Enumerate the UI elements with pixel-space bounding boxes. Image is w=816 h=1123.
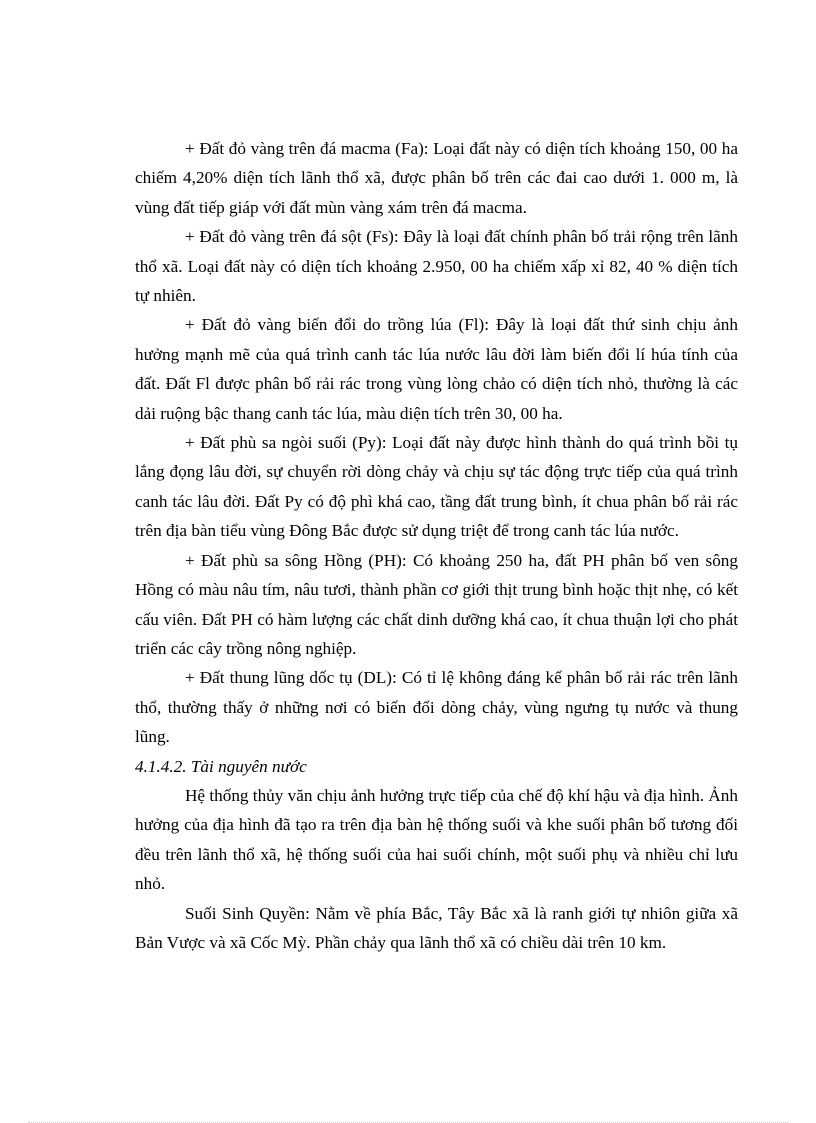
paragraph-hydrology: Hệ thống thủy văn chịu ảnh hưởng trực tiếp của chế độ khí hậu và địa hình. Ảnh hưởng của địa hình đã tạo ra trên địa bàn hệ thống suối và khe suối phân bố tương đối đều trên lãnh thổ xã, hệ thống suối của hai suối chính, một suối phụ và nhiều chỉ lưu nhỏ. bbox=[135, 785, 738, 894]
paragraph-fa-soil: + Đất đỏ vàng trên đá macma (Fa): Loại đất này có diện tích khoảng 150, 00 ha chiếm 4,20% diện tích lãnh thổ xã, được phân bố trên các đai cao dưới 1. 000 m, là vùng đất tiếp giáp với đất mùn vàng xám trên đá macma. bbox=[135, 139, 738, 217]
section-heading-water-resources: 4.1.4.2. Tài nguyên nước bbox=[135, 756, 307, 776]
paragraph-sinh-quyen-stream: Suối Sinh Quyền: Nằm về phía Bắc, Tây Bắc xã là ranh giới tự nhiôn giữa xã Bản Vược và xã Cốc Mỳ. Phần chảy qua lãnh thổ xã có chiều dài trên 10 km. bbox=[135, 903, 738, 952]
paragraph-dl-soil: + Đất thung lũng dốc tụ (DL): Có tỉ lệ không đáng kể phân bố rải rác trên lãnh thổ, thường thấy ở những nơi có biến đổi dòng chảy, vùng ngưng tụ nước và thung lũng. bbox=[135, 668, 738, 747]
paragraph-py-soil: + Đất phù sa ngòi suối (Py): Loại đất này được hình thành do quá trình bồi tụ lắng đọng lâu đời, sự chuyển rời dòng chảy và chịu sự tác động trực tiếp của quá trình canh tác lâu đời. Đất Py có độ phì khá cao, tầng đất trung bình, ít chua phân bố rải rác trên địa bàn tiểu vùng Đông Bắc được sử dụng triệt để trong canh tác lúa nước. bbox=[135, 433, 738, 541]
paragraph-fs-soil: + Đất đỏ vàng trên đá sột (Fs): Đây là loại đất chính phân bố trải rộng trên lãnh thổ xã. Loại đất này có diện tích khoảng 2.950, 00 ha chiếm xấp xỉ 82, 40 % diện tích tự nhiên. bbox=[135, 227, 738, 306]
paragraph-ph-soil: + Đất phù sa sông Hồng (PH): Có khoảng 250 ha, đất PH phân bố ven sông Hồng có màu nâu tím, nâu tươi, thành phần cơ giới thịt trung bình hoặc thịt nhẹ, có kết cấu viên. Đất PH có hàm lượng các chất dinh dưỡng khá cao, ít chua thuận lợi cho phát triển các cây trồng nông nghiệp. bbox=[135, 550, 738, 658]
paragraph-fl-soil: + Đất đỏ vàng biến đổi do trồng lúa (Fl): Đây là loại đất thứ sinh chịu ảnh hưởng mạnh mẽ của quá trình canh tác lúa nước lâu đời làm biến đổi lí húa tính của đất. Đất Fl được phân bố rải rác trong vùng lòng chảo có diện tích nhỏ, thường là các dải ruộng bậc thang canh tác lúa, màu diện tích trên 30, 00 ha. bbox=[135, 315, 738, 423]
document-body bbox=[135, 134, 738, 957]
